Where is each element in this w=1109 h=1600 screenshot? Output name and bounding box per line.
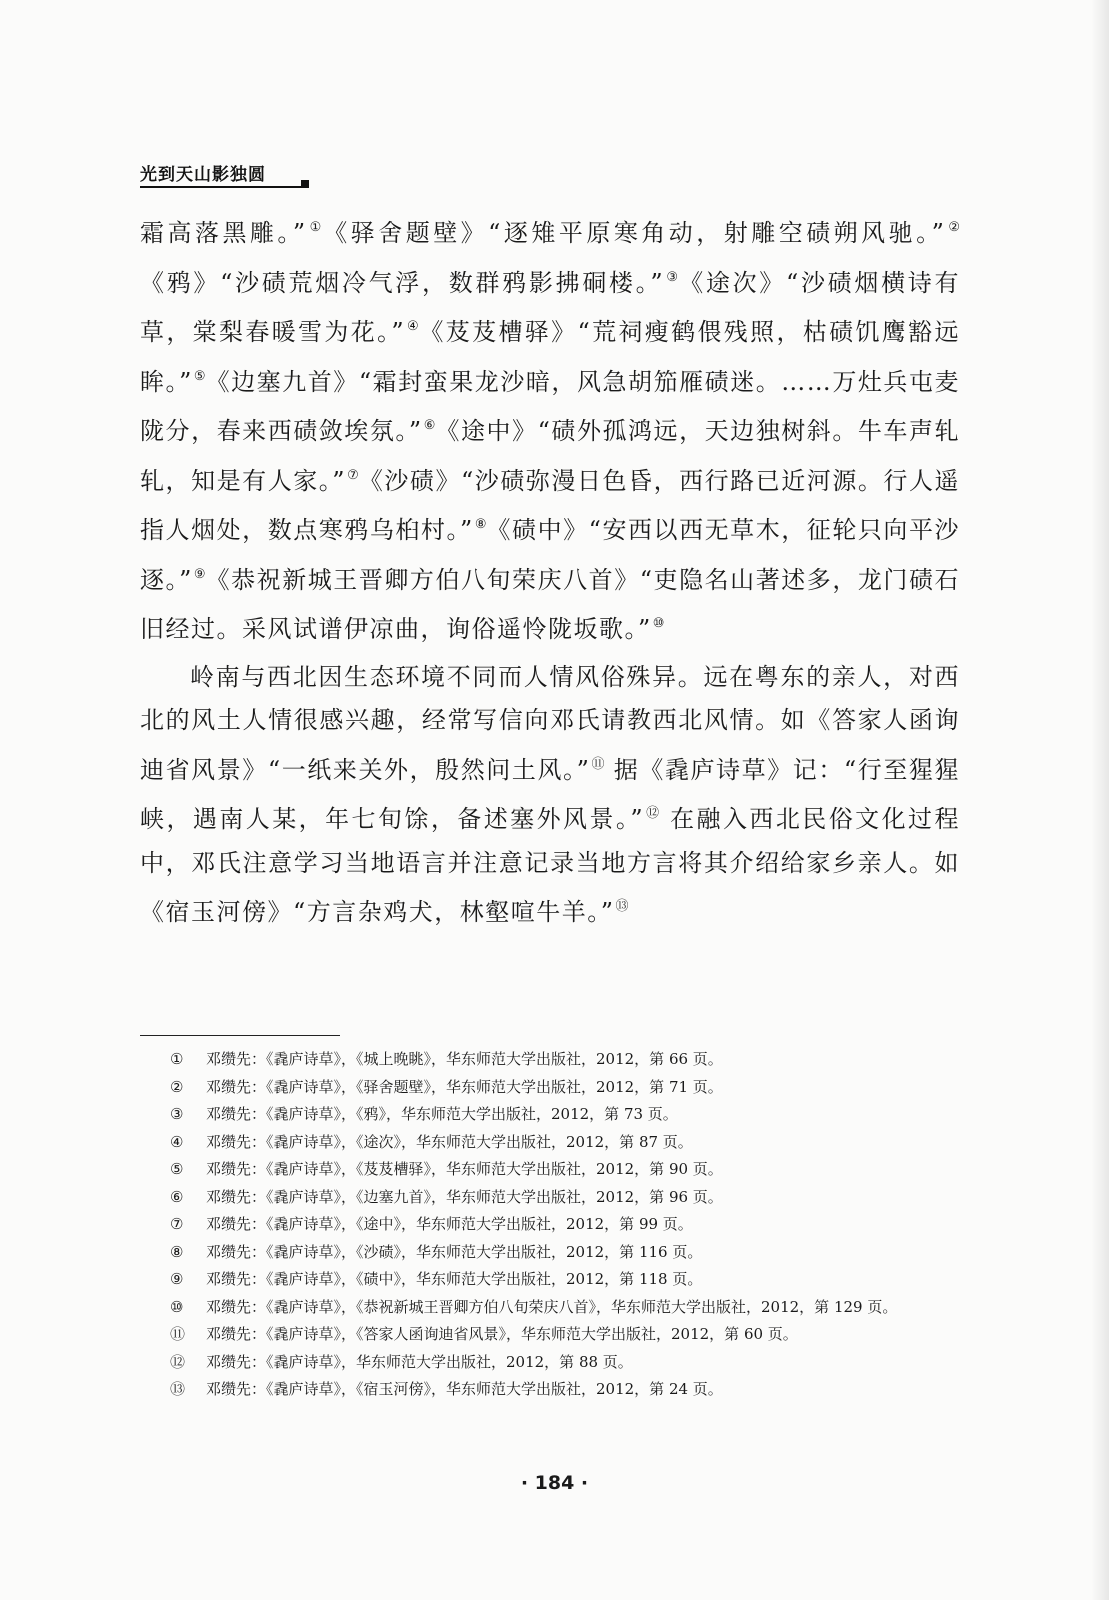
footnote-ref[interactable]: ③ bbox=[665, 269, 680, 285]
footnote-mark: ③ bbox=[170, 1105, 184, 1123]
footnote-ref[interactable]: ⑪ bbox=[591, 756, 605, 772]
footnote-item bbox=[170, 1129, 960, 1157]
footnote-text: 邓缵先：《毳庐诗草》，《沙碛》，华东师范大学出版社，2012，第 116 页。 bbox=[206, 1242, 703, 1261]
footnote-ref[interactable]: ⑦ bbox=[347, 467, 359, 483]
footnote-text: 邓缵先：《毳庐诗草》，《途中》，华东师范大学出版社，2012，第 99 页。 bbox=[206, 1215, 693, 1233]
footnote-item bbox=[170, 1046, 960, 1074]
footnote-mark: ⑦ bbox=[170, 1215, 184, 1233]
footnote-text: 邓缵先：《毳庐诗草》，《城上晚眺》，华东师范大学出版社，2012，第 66 页。 bbox=[206, 1050, 723, 1068]
footnote-mark: ⑪ bbox=[170, 1325, 186, 1343]
text-segment: 《边塞九首》“霜封蛮果龙沙暗，风急胡笳雁碛迷。……万灶兵屯麦陇分，春来西碛敛埃氛。” bbox=[140, 367, 960, 445]
footnote-ref[interactable]: ⑧ bbox=[474, 517, 487, 532]
footnote-item bbox=[170, 1239, 960, 1267]
footnote-ref[interactable]: ⑨ bbox=[193, 566, 206, 582]
header-square-mark bbox=[301, 180, 309, 188]
text-segment: 在融入西北民俗文化过程中，邓氏注意学习当地语言并注意记录当地方言将其介绍给家乡亲人。如《宿玉河傍》“方言杂鸡犬，林壑喧牛羊。” bbox=[140, 805, 960, 926]
footnote-item bbox=[170, 1101, 960, 1129]
footnote-ref[interactable]: ⑥ bbox=[423, 418, 436, 433]
footnote-ref[interactable]: ⑤ bbox=[193, 368, 206, 384]
footnote-text: 邓缵先：《毳庐诗草》，华东师范大学出版社，2012，第 88 页。 bbox=[206, 1352, 633, 1371]
footnote-item bbox=[170, 1321, 960, 1349]
text-segment: 《鸦》“沙碛荒烟冷气浮，数群鸦影拂硐楼。” bbox=[140, 268, 665, 297]
footnote-text: 邓缵先：《毳庐诗草》，《驿舍题壁》，华东师范大学出版社，2012，第 71 页。 bbox=[206, 1077, 723, 1096]
text-segment: 《驿舍题壁》“逐雉平原寒角动，射雕空碛朔风驰。” bbox=[323, 219, 946, 247]
text-segment: 《途中》“碛外孤鸿远，天边独树斜。牛车声轧轧，知是有人家。” bbox=[140, 417, 960, 495]
footnote-item bbox=[170, 1294, 960, 1322]
page-number: · 184 · bbox=[520, 1472, 589, 1494]
footnote-mark: ⑨ bbox=[170, 1270, 184, 1288]
text-segment: 霜高落黑雕。” bbox=[140, 219, 307, 247]
footnote-ref[interactable]: ① bbox=[307, 220, 324, 235]
footnote-mark: ① bbox=[170, 1050, 184, 1068]
footnote-text: 邓缵先：《毳庐诗草》，《鸦》，华东师范大学出版社，2012，第 73 页。 bbox=[206, 1105, 678, 1123]
footnote-mark: ④ bbox=[170, 1132, 184, 1151]
footnote-item bbox=[170, 1184, 960, 1212]
footnote-separator bbox=[140, 1035, 340, 1036]
footnote-mark: ⑧ bbox=[170, 1242, 184, 1261]
header-rule bbox=[140, 186, 306, 188]
scan-edge-shadow bbox=[1091, 0, 1109, 1600]
paragraph-1 bbox=[140, 206, 960, 652]
footnote-text: 邓缵先：《毳庐诗草》，《恭祝新城王晋卿方伯八旬荣庆八首》，华东师范大学出版社，2012，第 129 页。 bbox=[206, 1297, 898, 1316]
footnote-text: 邓缵先：《毳庐诗草》，《芨芨槽驿》，华东师范大学出版社，2012，第 90 页。 bbox=[206, 1160, 723, 1178]
footnote-ref[interactable]: ⑩ bbox=[652, 616, 665, 631]
text-segment: 据《毳庐诗草》记：“行至猩猩峡，遇南人某，年七旬馀，备述塞外风景。” bbox=[140, 755, 960, 833]
footnote-ref[interactable]: ⑫ bbox=[645, 806, 661, 821]
footnote-mark: ⑥ bbox=[170, 1187, 184, 1206]
footnote-item bbox=[170, 1266, 960, 1294]
footnote-text: 邓缵先：《毳庐诗草》，《途次》，华东师范大学出版社，2012，第 87 页。 bbox=[206, 1132, 693, 1151]
footnote-mark: ⑤ bbox=[170, 1160, 184, 1178]
footnote-ref[interactable]: ④ bbox=[406, 319, 420, 334]
footnote-text: 邓缵先：《毳庐诗草》，《宿玉河傍》，华东师范大学出版社，2012，第 24 页。 bbox=[206, 1380, 723, 1398]
main-text bbox=[140, 206, 960, 935]
text-segment: 《恭祝新城王晋卿方伯八旬荣庆八首》“吏隐名山著述多，龙门碛石旧经过。采风试谱伊凉曲，询俗遥怜陇坂歌。” bbox=[140, 565, 960, 643]
footnote-text: 邓缵先：《毳庐诗草》，《边塞九首》，华东师范大学出版社，2012，第 96 页。 bbox=[206, 1187, 723, 1206]
footnote-ref[interactable]: ⑬ bbox=[615, 899, 629, 914]
footnote-text: 邓缵先：《毳庐诗草》，《碛中》，华东师范大学出版社，2012，第 118 页。 bbox=[206, 1270, 703, 1288]
text-segment: 岭南与西北因生态环境不同而人情风俗殊异。远在粤东的亲人，对西北的风土人情很感兴趣，经常写信向邓氏请教西北风情。如《答家人函询迪省风景》“一纸来关外，殷然问土风。” bbox=[140, 662, 960, 784]
footnote-item bbox=[170, 1074, 960, 1102]
footnotes bbox=[170, 1046, 960, 1404]
footnote-mark: ⑬ bbox=[170, 1380, 186, 1398]
text-segment: 《芨芨槽驿》“荒祠瘦鹤偎残照，枯碛饥鹰豁远眸。” bbox=[140, 318, 960, 396]
footnote-text: 邓缵先：《毳庐诗草》，《答家人函询迪省风景》，华东师范大学出版社，2012，第 60 页。 bbox=[206, 1325, 798, 1343]
paragraph-2 bbox=[140, 656, 960, 935]
running-header: 光到天山影独圆 bbox=[140, 165, 266, 185]
footnote-ref[interactable]: ② bbox=[946, 220, 960, 235]
footnote-item bbox=[170, 1349, 960, 1377]
footnote-mark: ⑫ bbox=[170, 1352, 186, 1371]
footnote-mark: ② bbox=[170, 1077, 184, 1096]
footnote-mark: ⑩ bbox=[170, 1297, 184, 1316]
footnote-item bbox=[170, 1376, 960, 1404]
text-segment: 《沙碛》“沙碛弥漫日色昏，西行路已近河源。行人遥指人烟处，数点寒鸦乌桕村。” bbox=[140, 466, 960, 544]
text-segment: 《途次》“沙碛烟横诗有草，棠梨春暖雪为花。” bbox=[140, 268, 960, 346]
footnote-item bbox=[170, 1211, 960, 1239]
text-segment: 《碛中》“安西以西无草木，征轮只向平沙逐。” bbox=[140, 516, 960, 594]
footnote-item bbox=[170, 1156, 960, 1184]
